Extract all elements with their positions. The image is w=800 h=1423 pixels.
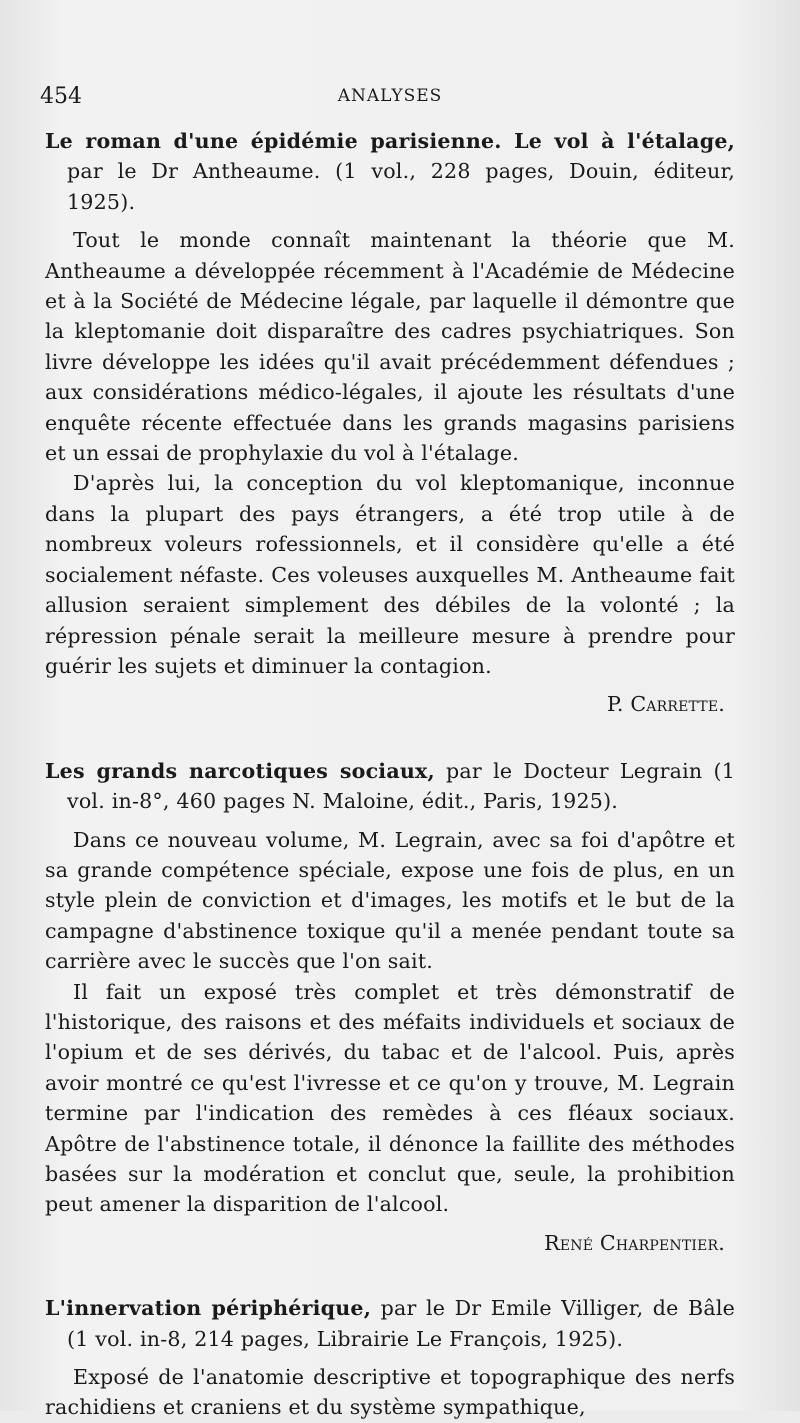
review-paragraph: Dans ce nouveau volume, M. Legrain, avec sa foi d'apôtre et sa grande compétence spéciale, expose une fois de plus, en un style plein de conviction et d'images, les motifs et le but de la campagne d'abstinence toxique qu'il a menée pendant toute sa carrière avec le succès que l'on sait.: [45, 827, 735, 974]
page-header: [40, 84, 740, 114]
review-title: [45, 126, 735, 217]
review-paragraph: Il fait un exposé très complet et très démonstratif de l'historique, des raisons et des méfaits individuels et sociaux de l'opium et de ses dérivés, du tabac et de l'alcool. Puis, après avoir montré ce qu'est l'ivresse et ce qu'on y trouve, M. Legrain termine par l'indication des remèdes à ces fléaux sociaux. Apôtre de l'abstinence totale, il dénonce la faillite des méthodes basées sur la modération et conclut que, seule, la prohibition peut amener la disparition de l'alcool.: [45, 979, 735, 1217]
review-title: [45, 1293, 735, 1354]
review-paragraph: D'après lui, la conception du vol kleptomanique, inconnue dans la plupart des pays étrangers, a été trop utile à de nombreux voleurs rofessionnels, et il considère qu'elle a été socialement néfaste. Ces voleuses auxquelles M. Antheaume fait allusion seraient simplement des débiles de la volonté ; la répression pénale serait la meilleure mesure à prendre pour guérir les sujets et diminuer la contagion.: [45, 471, 735, 678]
review-signature: René Charpentier.: [544, 1230, 725, 1255]
spacer: [45, 1258, 735, 1293]
book-title: Les grands narcotiques sociaux,: [45, 758, 435, 783]
page-number: 454: [40, 84, 82, 109]
running-head: ANALYSES: [337, 86, 443, 106]
spacer: [45, 720, 735, 756]
review-signature: P. Carrette.: [606, 692, 725, 717]
review-body: [45, 1362, 735, 1423]
book-title: Le roman d'une épidémie parisienne. Le vol à l'étalage,: [45, 129, 735, 153]
page-content: [45, 126, 735, 1423]
review-body: [45, 225, 735, 681]
book-details: par le Dr Antheaume. (1 vol., 228 pages, Douin, éditeur, 1925).: [67, 159, 735, 214]
book-details: par le Docteur Legrain (1 vol. in-8°, 460 pages N. Maloine, édit., Paris, 1925).: [67, 758, 736, 814]
review-paragraph: Exposé de l'anatomie descriptive et topographique des nerfs rachidiens et craniens et du système sympathique,: [45, 1365, 735, 1420]
review-paragraph: Tout le monde connaît maintenant la théorie que M. Antheaume a développée récemment à l'Académie de Médecine et à la Société de Médecine légale, par laquelle il démontre que la kleptomanie doit disparaître des cadres psychiatriques. Son livre développe les idées qu'il avait précédemment défendues ; aux considérations médico-légales, il ajoute les résultats d'une enquête récente effectuée dans les grands magasins parisiens et un essai de prophylaxie du vol à l'étalage.: [45, 228, 735, 466]
review-body: [45, 825, 735, 1220]
review-1: [45, 126, 735, 720]
review-2: [45, 756, 735, 1259]
review-title: [45, 756, 735, 817]
book-title: L'innervation périphérique,: [45, 1296, 372, 1321]
book-details: par le Dr Emile Villiger, de Bâle (1 vol. in-8, 214 pages, Librairie Le François, 1925).: [67, 1296, 735, 1351]
review-3: [45, 1293, 735, 1423]
